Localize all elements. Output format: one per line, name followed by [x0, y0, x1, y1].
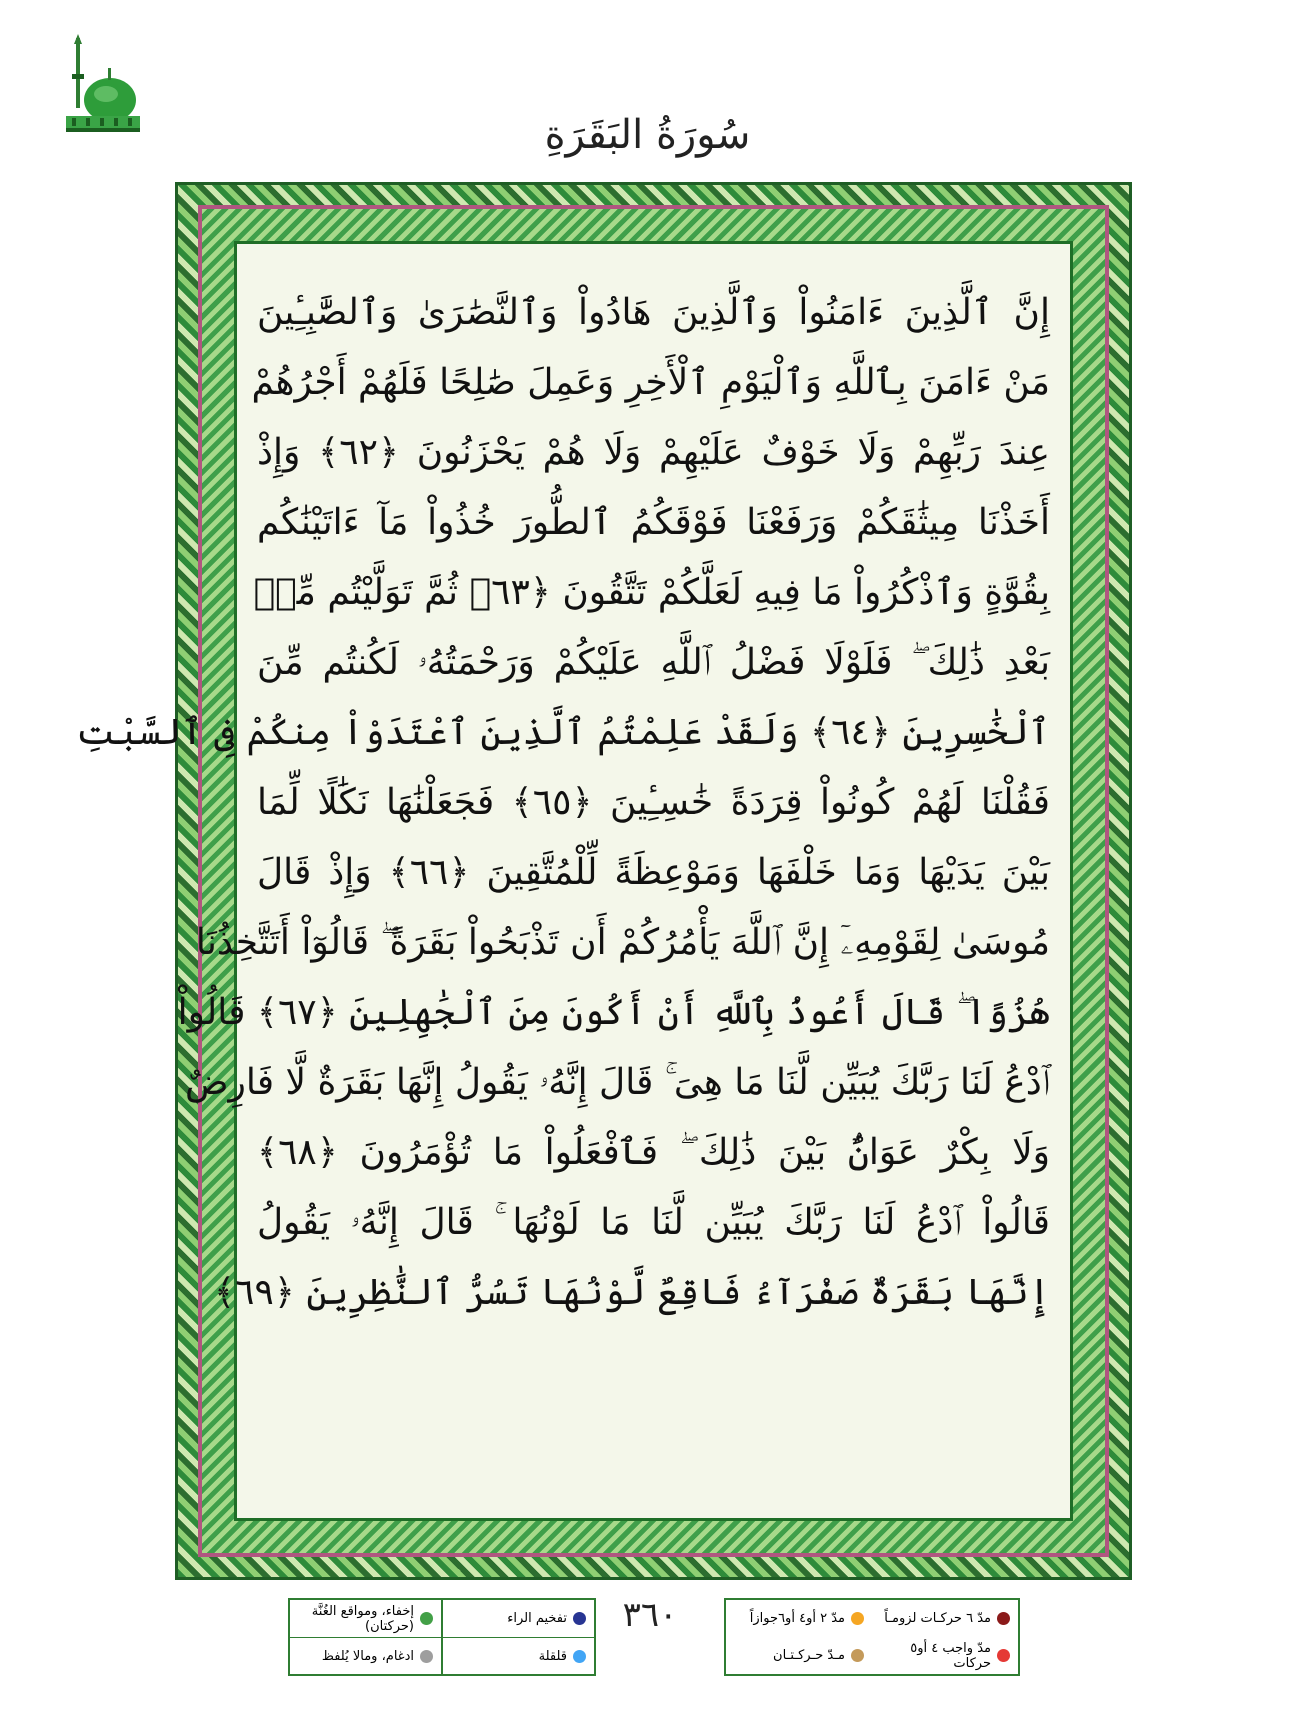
text-line: قَالُواْ ٱدْعُ لَنَا رَبَّكَ يُبَيِّن لَّنَا مَا لَوْنُهَا ۚ قَالَ إِنَّهُۥ يَقُولُ — [257, 1202, 1050, 1243]
text-line: ٱدْعُ لَنَا رَبَّكَ يُبَيِّن لَّنَا مَا هِىَ ۚ قَالَ إِنَّهُۥ يَقُولُ إِنَّهَا بَقَرَةٌ لَّا فَارِضٌ — [184, 1062, 1050, 1103]
page-frame — [76, 182, 1132, 1580]
text-line: عِندَ رَبِّهِمْ وَلَا خَوْفٌ عَلَيْهِمْ وَلَا هُمْ يَحْزَنُونَ ﴿٦٢﴾ وَإِذْ — [257, 432, 1050, 473]
legend-dot — [851, 1612, 864, 1625]
text-line: وَلَا بِكْرٌ عَوَانٌۢ بَيْنَ ذَٰلِكَ ۖ فَٱفْعَلُواْ مَا تُؤْمَرُونَ ﴿٦٨﴾ — [257, 1132, 1050, 1173]
text-line: مَنْ ءَامَنَ بِٱللَّهِ وَٱلْيَوْمِ ٱلْأَخِرِ وَعَمِلَ صَٰلِحًا فَلَهُمْ أَجْرُهُمْ — [251, 362, 1050, 403]
legend-label: تفخيم الراء — [507, 1611, 567, 1626]
legend-label: مـدّ حـركـتـان — [773, 1648, 845, 1663]
text-line: ٱلْخَٰسِرِينَ ﴿٦٤﴾ وَلَقَدْ عَلِمْتُمُ ٱلَّذِينَ ٱعْتَدَوْاْ مِنكُمْ فِى ٱلسَّبْتِ — [76, 712, 1050, 753]
legend-label: ادغام، ومالا يُلفظ — [321, 1649, 414, 1664]
tajweed-legend-left — [288, 1598, 596, 1676]
legend-item — [443, 1649, 594, 1664]
text-line: مُوسَىٰ لِقَوْمِهِۦٓ إِنَّ ٱللَّهَ يَأْمُرُكُمْ أَن تَذْبَحُواْ بَقَرَةً ۖ قَالُوٓاْ أَتَتَّخِذُنَا — [195, 922, 1050, 963]
legend-item — [290, 1649, 441, 1664]
text-line: هُزُوًا ۖ قَالَ أَعُوذُ بِٱللَّهِ أَنْ أَكُونَ مِنَ ٱلْجَٰهِلِينَ ﴿٦٧﴾ قَالُواْ — [177, 992, 1050, 1033]
text-line: بَيْنَ يَدَيْهَا وَمَا خَلْفَهَا وَمَوْعِظَةً لِّلْمُتَّقِينَ ﴿٦٦﴾ وَإِذْ قَالَ — [257, 852, 1050, 893]
legend-dot — [420, 1612, 433, 1625]
legend-item — [872, 1611, 1018, 1626]
legend-item — [443, 1611, 594, 1626]
legend-dot — [997, 1612, 1010, 1625]
legend-item — [872, 1641, 1018, 1671]
legend-label: مدّ ٦ حركـات لزومـاً — [884, 1611, 991, 1626]
quran-text-area — [76, 241, 1073, 1521]
legend-item — [726, 1611, 872, 1626]
page-number: ٣٦٠ — [622, 1595, 678, 1635]
text-line: إِنَّ ٱلَّذِينَ ءَامَنُواْ وَٱلَّذِينَ هَادُواْ وَٱلنَّصَٰرَىٰ وَٱلصَّٰبِـِٔينَ — [257, 292, 1050, 333]
text-line: بَعْدِ ذَٰلِكَ ۖ فَلَوْلَا فَضْلُ ٱللَّهِ عَلَيْكُمْ وَرَحْمَتُهُۥ لَكُنتُم مِّنَ — [257, 642, 1050, 683]
legend-label: إخفاء، ومواقع الغُنَّة (حركتان) — [311, 1603, 414, 1634]
legend-item — [726, 1648, 872, 1663]
text-line: إِنَّهَا بَقَرَةٌ صَفْرَآءُ فَاقِعٌ لَّوْنُهَا تَسُرُّ ٱلنَّٰظِرِينَ ﴿٦٩﴾ — [214, 1272, 1050, 1313]
legend-dot — [997, 1649, 1010, 1662]
legend-label: مدّ ٢ أو٤ أو٦جوازاً — [749, 1611, 845, 1626]
surah-title: سُورَةُ البَقَرَةِ — [544, 112, 751, 158]
legend-dot — [851, 1649, 864, 1662]
tajweed-legend-right — [724, 1598, 1020, 1676]
legend-label: مدّ واجب ٤ أو٥ حركات — [910, 1640, 991, 1671]
legend-item — [290, 1604, 441, 1634]
text-line: فَقُلْنَا لَهُمْ كُونُواْ قِرَدَةً خَٰسِـِٔينَ ﴿٦٥﴾ فَجَعَلْنَٰهَا نَكَٰلًا لِّمَا — [257, 782, 1050, 823]
text-line: بِقُوَّةٍ وَٱذْكُرُواْ مَا فِيهِ لَعَلَّكُمْ تَتَّقُونَ ﴿٦٣﴾ ثُمَّ تَوَلَّيْتُم مِّنۢ — [253, 572, 1050, 613]
legend-dot — [420, 1650, 433, 1663]
text-line: أَخَذْنَا مِيثَٰقَكُمْ وَرَفَعْنَا فَوْقَكُمُ ٱلطُّورَ خُذُواْ مَآ ءَاتَيْنَٰكُم — [257, 502, 1050, 543]
legend-dot — [573, 1612, 586, 1625]
legend-dot — [573, 1650, 586, 1663]
legend-label: قلقلة — [538, 1649, 567, 1664]
